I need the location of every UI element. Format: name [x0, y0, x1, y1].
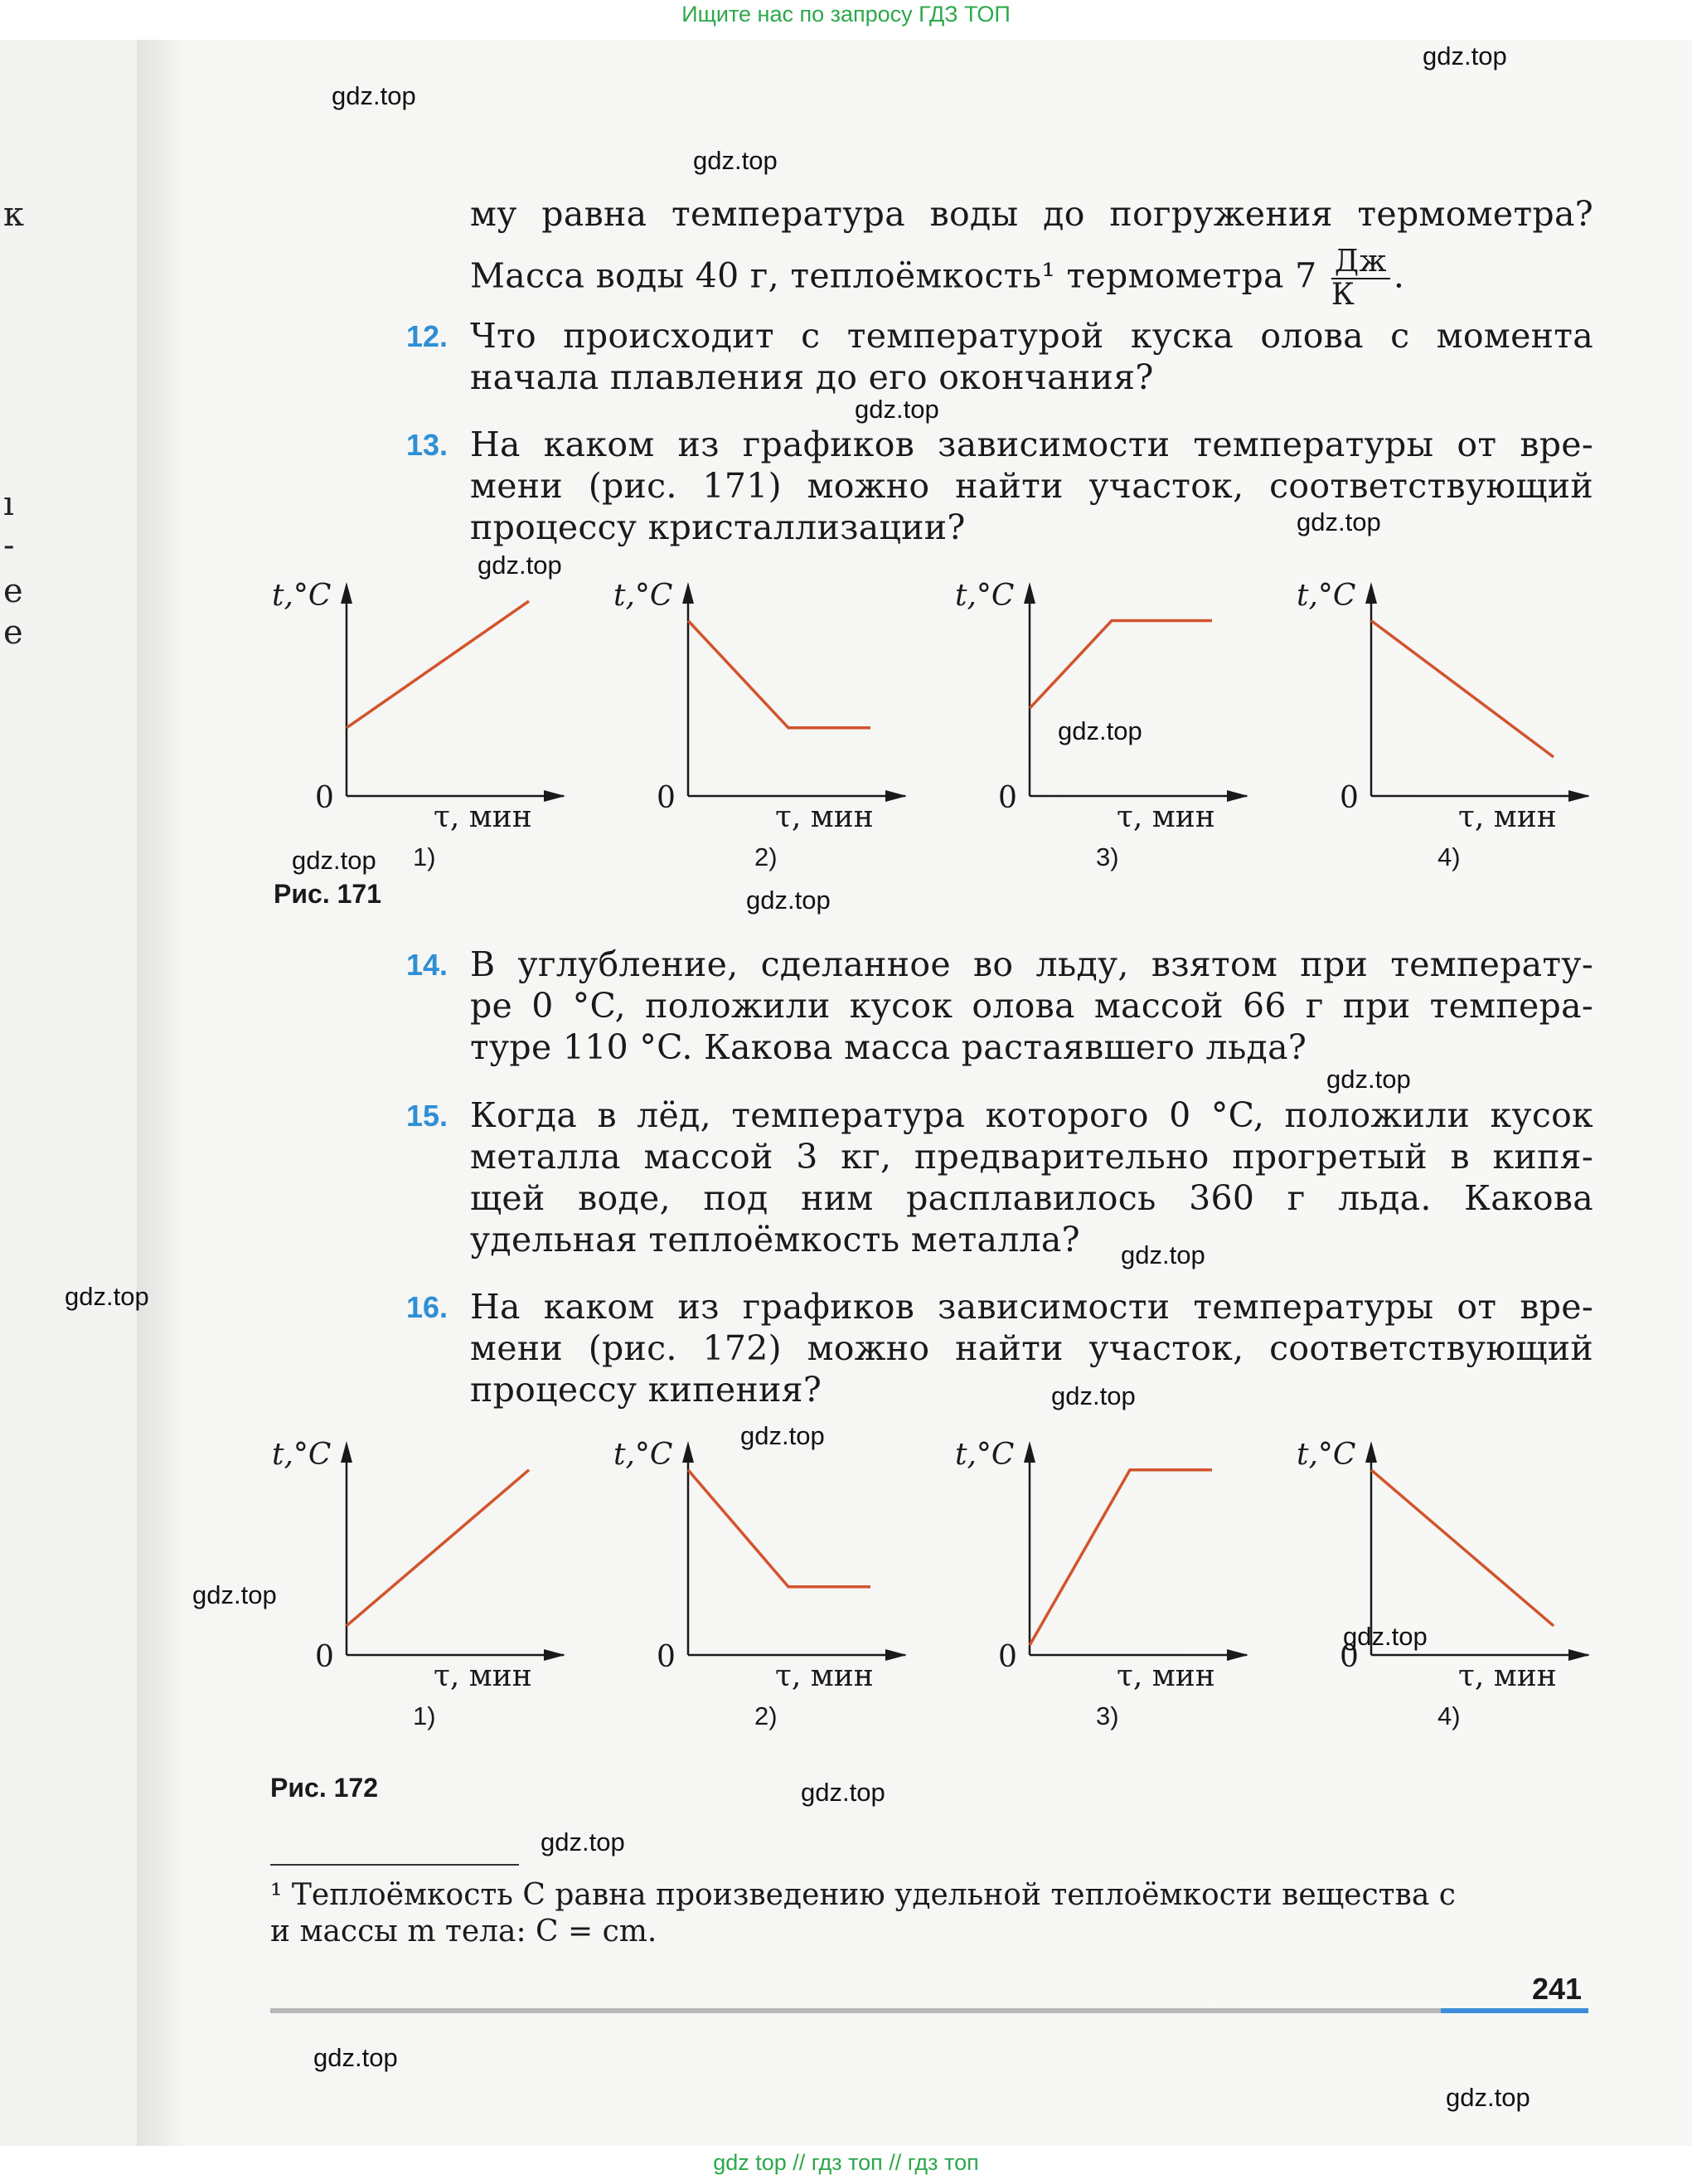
temperature-line	[688, 621, 870, 728]
problem-number: 14.	[406, 948, 448, 982]
q16-line-2: мени (рис. 172) можно найти участок, соответствующий	[470, 1328, 1593, 1368]
temperature-line	[1371, 621, 1554, 758]
temperature-line	[347, 1470, 529, 1626]
watermark: gdz.top	[1058, 716, 1142, 745]
x-axis-label: τ, мин	[775, 1659, 874, 1693]
x-axis-label: τ, мин	[1458, 1659, 1557, 1693]
q13-line-3: процессу кристаллизации?	[470, 507, 966, 547]
q15-line-1: Когда в лёд, температура которого 0 °C, положили кусок	[470, 1095, 1593, 1135]
x-axis-arrow	[885, 790, 907, 802]
y-axis-arrow	[1365, 582, 1377, 604]
origin-label: 0	[657, 781, 676, 815]
problem-number: 13.	[406, 428, 448, 462]
y-axis-label: t,°C	[613, 1438, 673, 1472]
problem-number: 12.	[406, 319, 448, 353]
watermark: gdz.top	[1297, 507, 1381, 536]
q12-line-1: Что происходит с температурой куска олова с момента	[470, 316, 1593, 356]
margin-char: е	[3, 614, 23, 652]
origin-label: 0	[657, 1640, 676, 1674]
x-axis-arrow	[544, 1649, 565, 1661]
x-axis-arrow	[544, 790, 565, 802]
page-number: 241	[1532, 1972, 1583, 2006]
origin-label: 0	[998, 781, 1017, 815]
x-axis-arrow	[1227, 790, 1248, 802]
q14-line-3: туре 110 °C. Какова масса растаявшего льда?	[470, 1027, 1307, 1067]
temperature-line	[347, 601, 529, 728]
watermark: gdz.top	[693, 146, 778, 175]
x-axis-label: τ, мин	[1458, 800, 1557, 834]
y-axis-arrow	[1365, 1441, 1377, 1463]
origin-label: 0	[1340, 781, 1359, 815]
watermark: gdz.top	[1051, 1381, 1136, 1410]
x-axis-label: τ, мин	[434, 800, 532, 834]
graph-number-label: 2)	[754, 842, 778, 871]
q15-line-3: щей воде, под ним расплавилось 360 г льда. Какова	[470, 1178, 1593, 1218]
y-axis-arrow	[341, 582, 352, 604]
q14-line-2: ре 0 °C, положили кусок олова массой 66 г при темпера-	[470, 986, 1593, 1026]
y-axis-label: t,°C	[955, 1438, 1015, 1472]
watermark: gdz.top	[746, 886, 831, 915]
watermark: gdz.top	[1446, 2083, 1530, 2112]
watermark: gdz.top	[801, 1778, 885, 1807]
x-axis-arrow	[1568, 1649, 1590, 1661]
figure-171-caption: Рис. 171	[274, 879, 381, 909]
x-axis-arrow	[1568, 790, 1590, 802]
q15-line-2: металла массой 3 кг, предварительно прогретый в кипя-	[470, 1137, 1593, 1177]
margin-char: е	[3, 572, 23, 610]
graph-number-label: 2)	[754, 1701, 778, 1730]
q16-line-1: На каком из графиков зависимости температуры от вре-	[470, 1287, 1593, 1327]
temperature-line	[1371, 1470, 1554, 1626]
unit-numerator: Дж	[1331, 246, 1390, 279]
temperature-line	[1030, 621, 1212, 709]
y-axis-label: t,°C	[613, 579, 673, 613]
watermark: gdz.top	[1326, 1065, 1411, 1094]
watermark: gdz.top	[478, 551, 562, 580]
y-axis-label: t,°C	[272, 579, 332, 613]
y-axis-label: t,°C	[1297, 579, 1356, 613]
margin-char: к	[3, 196, 24, 234]
y-axis-label: t,°C	[955, 579, 1015, 613]
origin-label: 0	[998, 1640, 1017, 1674]
y-axis-arrow	[341, 1441, 352, 1463]
graph-number-label: 1)	[413, 842, 436, 871]
graph-number-label: 3)	[1096, 1701, 1119, 1730]
top-banner[interactable]: Ищите нас по запросу ГДЗ ТОП	[681, 2, 1011, 27]
q12-line-2: начала плавления до его окончания?	[470, 357, 1154, 397]
watermark: gdz.top	[541, 1827, 625, 1856]
watermark: gdz.top	[1423, 41, 1507, 70]
graph-number-label: 4)	[1437, 1701, 1461, 1730]
q13-line-2: мени (рис. 171) можно найти участок, соответствующий	[470, 466, 1593, 506]
graph-panel-2	[613, 1438, 907, 1730]
watermark: gdz.top	[855, 395, 939, 424]
watermark: gdz.top	[313, 2043, 398, 2072]
q14-line-1: В углубление, сделанное во льду, взятом при температу-	[470, 944, 1593, 984]
p11-line-2-text: Масса воды 40 г, теплоёмкость¹ термометра 7	[470, 255, 1317, 296]
graph-number-label: 1)	[413, 1701, 436, 1730]
graph-panel-1	[272, 1438, 565, 1730]
y-axis-arrow	[682, 1441, 694, 1463]
origin-label: 0	[315, 781, 334, 815]
graph-panel-1	[272, 579, 565, 871]
bottom-banner[interactable]: gdz top // гдз топ // гдз топ	[713, 2150, 979, 2175]
temperature-line	[1030, 1470, 1212, 1646]
y-axis-label: t,°C	[272, 1438, 332, 1472]
p11-period: .	[1393, 255, 1405, 296]
watermark: gdz.top	[332, 81, 416, 110]
x-axis-arrow	[885, 1649, 907, 1661]
temperature-line	[688, 1470, 870, 1587]
x-axis-arrow	[1227, 1649, 1248, 1661]
bottom-rule-accent	[1441, 2008, 1588, 2013]
footnote-line-1: ¹ Теплоёмкость C равна произведению удельной теплоёмкости вещества c	[270, 1878, 1456, 1912]
p11-line-1: му равна температура воды до погружения термометра?	[470, 194, 1593, 234]
watermark: gdz.top	[65, 1282, 149, 1311]
y-axis-label: t,°C	[1297, 1438, 1356, 1472]
y-axis-arrow	[682, 582, 694, 604]
graph-panel-3	[955, 1438, 1248, 1730]
graph-number-label: 3)	[1096, 842, 1119, 871]
graph-panel-4	[1297, 579, 1590, 871]
figure-171-charts	[249, 564, 1608, 879]
x-axis-label: τ, мин	[1117, 800, 1215, 834]
footnote-line-2: и массы m тела: C = cm.	[270, 1915, 657, 1949]
watermark: gdz.top	[1121, 1240, 1205, 1269]
problem-number: 15.	[406, 1099, 448, 1133]
watermark: gdz.top	[740, 1421, 825, 1450]
margin-char: ı	[3, 485, 14, 523]
x-axis-label: τ, мин	[775, 800, 874, 834]
unit-denominator: К	[1331, 278, 1355, 312]
graph-panel-2	[613, 579, 907, 871]
y-axis-arrow	[1024, 582, 1035, 604]
origin-label: 0	[1340, 1640, 1359, 1674]
graph-panel-4	[1297, 1438, 1590, 1730]
watermark: gdz.top	[292, 846, 376, 875]
graph-number-label: 4)	[1437, 842, 1461, 871]
watermark: gdz.top	[192, 1580, 277, 1609]
bottom-rule	[270, 2008, 1588, 2013]
unit-fraction	[1331, 246, 1390, 311]
q13-line-1: На каком из графиков зависимости температуры от вре-	[470, 425, 1593, 464]
q15-line-4: удельная теплоёмкость металла?	[470, 1220, 1080, 1259]
y-axis-arrow	[1024, 1441, 1035, 1463]
figure-172-charts	[249, 1423, 1608, 1738]
x-axis-label: τ, мин	[1117, 1659, 1215, 1693]
footnote-rule	[270, 1864, 519, 1866]
margin-char: -	[3, 527, 15, 565]
watermark: gdz.top	[1343, 1622, 1428, 1651]
problem-number: 16.	[406, 1290, 448, 1324]
origin-label: 0	[315, 1640, 334, 1674]
p11-line-2	[470, 246, 1593, 311]
x-axis-label: τ, мин	[434, 1659, 532, 1693]
q16-line-3: процессу кипения?	[470, 1370, 822, 1410]
figure-172-caption: Рис. 172	[270, 1773, 378, 1803]
